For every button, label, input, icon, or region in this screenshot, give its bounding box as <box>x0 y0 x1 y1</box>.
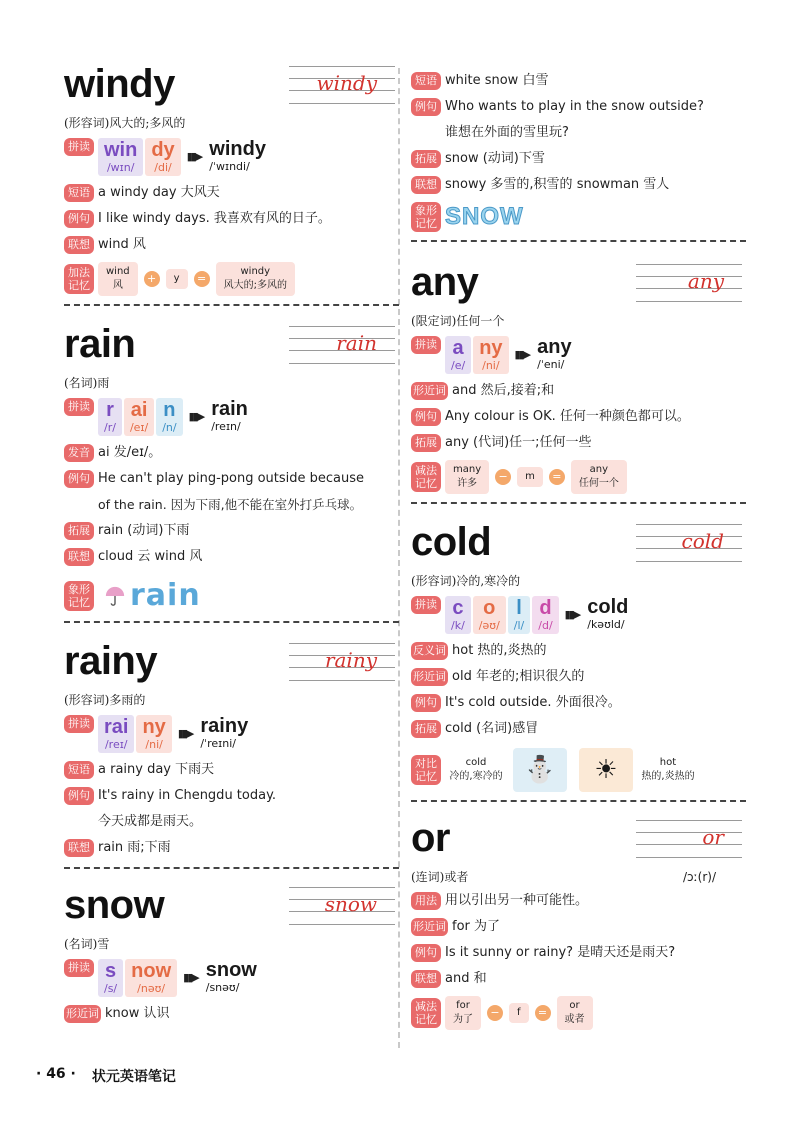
pos-text: (连词)或者 <box>411 870 469 884</box>
row-text: ai 发/eɪ/。 <box>98 445 162 460</box>
row-text: any (代词)任一;任何一些 <box>445 435 592 450</box>
syllable-ipa: /r/ <box>104 421 116 434</box>
equals-icon: = <box>535 1005 551 1021</box>
term-cn: 热的,炎热的 <box>641 771 695 782</box>
syllable-box <box>473 336 508 374</box>
row-text: I like windy days. 我喜欢有风的日子。 <box>98 211 331 226</box>
row-text: 用以引出另一种可能性。 <box>445 893 589 908</box>
row-tag: 形近词 <box>411 382 448 400</box>
whole-word-ipa: /ˈreɪni/ <box>200 737 236 750</box>
memory-tag: 减法记忆 <box>411 998 441 1028</box>
memory-tag: 减法记忆 <box>411 462 441 492</box>
whole-word-text: any <box>537 336 572 358</box>
syllable-text: ny <box>142 716 166 738</box>
row-text: wind 风 <box>98 237 146 252</box>
row-tag: 拓展 <box>411 434 441 452</box>
row-tag: 反义词 <box>411 642 448 660</box>
tag-spell: 拼读 <box>411 596 441 614</box>
equation-term <box>445 460 489 494</box>
info-row <box>64 208 399 230</box>
info-row <box>64 785 399 807</box>
row-tag: 拓展 <box>64 522 94 540</box>
syllable-box <box>98 715 134 753</box>
row-tag: 拓展 <box>411 150 441 168</box>
contrast-cold <box>445 756 507 784</box>
part-of-speech: (形容词)多雨的 <box>64 693 146 707</box>
syllable-text: s <box>105 960 117 982</box>
handwritten-word: rain <box>336 331 377 355</box>
equation-result <box>571 460 627 494</box>
whole-word-ipa: /ˈwɪndi/ <box>209 160 250 173</box>
handwriting-lines <box>289 643 395 681</box>
syllable-box <box>473 596 506 634</box>
row-tag: 例句 <box>411 944 441 962</box>
syllable-box <box>124 398 154 436</box>
handwriting-lines <box>636 820 742 858</box>
row-tag: 例句 <box>64 210 94 228</box>
part-of-speech: (限定词)任何一个 <box>411 314 505 328</box>
syllable-ipa: /ni/ <box>482 359 500 372</box>
whole-word-text: windy <box>209 138 266 160</box>
syllable-box <box>445 596 471 634</box>
syllable-text: a <box>452 337 464 359</box>
row-text: and 然后,接着;和 <box>452 383 555 398</box>
row-text: white snow 白雪 <box>445 73 549 88</box>
headword: cold <box>411 520 492 564</box>
row-text: rain (动词)下雨 <box>98 523 190 538</box>
spelling-breakdown <box>411 596 746 636</box>
syllable-ipa: /e/ <box>451 359 466 372</box>
syllable-box <box>125 959 177 997</box>
row-tag: 例句 <box>64 470 94 488</box>
memory-equation <box>411 996 746 1030</box>
syllable-ipa: /l/ <box>513 619 525 632</box>
syllable-box <box>445 336 471 374</box>
term-en: hot <box>659 757 677 768</box>
syllable-ipa: /nəʊ/ <box>137 982 166 995</box>
pictograph-memory <box>411 202 746 232</box>
info-row <box>411 890 746 912</box>
syllable-ipa: /k/ <box>451 619 465 632</box>
row-text: rain 雨;下雨 <box>98 840 171 855</box>
section-separator <box>411 502 746 504</box>
info-row <box>411 692 746 714</box>
fan-person-picture-icon: ☀ <box>579 748 633 792</box>
term-en: m <box>525 471 535 482</box>
row-text: It's cold outside. 外面很冷。 <box>445 695 621 710</box>
equation-result <box>216 262 295 296</box>
entry-or <box>411 816 746 1030</box>
entry-rain <box>64 322 399 623</box>
whole-word <box>537 336 571 372</box>
row-tag: 例句 <box>411 694 441 712</box>
handwritten-word: windy <box>316 71 377 95</box>
part-of-speech: (名词)雪 <box>64 937 110 951</box>
memory-tag: 加法记忆 <box>64 264 94 294</box>
row-tag: 短语 <box>64 184 94 202</box>
left-column <box>64 62 399 1025</box>
handwritten-word: any <box>687 269 724 293</box>
arrow-icon: ▮▮▶ <box>564 608 580 621</box>
memory-tag: 对比记忆 <box>411 755 441 785</box>
syllable-ipa: /reɪ/ <box>104 738 128 751</box>
arrow-icon: ▮▮▶ <box>188 410 204 423</box>
syllable-text: now <box>131 960 172 982</box>
term-en: cold <box>465 757 487 768</box>
whole-word <box>209 138 266 174</box>
info-row <box>64 837 399 859</box>
handwriting-lines <box>289 66 395 104</box>
headword: windy <box>64 62 175 106</box>
row-text: hot 热的,炎热的 <box>452 643 547 658</box>
info-row <box>411 666 746 688</box>
syllable-box <box>156 398 182 436</box>
syllable-box <box>508 596 530 634</box>
whole-word-text: cold <box>587 596 629 618</box>
term-en: or <box>569 1000 580 1011</box>
syllable-ipa: /d/ <box>538 619 553 632</box>
section-separator <box>64 304 399 306</box>
syllable-box <box>98 138 143 176</box>
row-tag: 联想 <box>411 970 441 988</box>
term-cn: 风大的;多风的 <box>223 280 287 291</box>
whole-word-ipa: /reɪn/ <box>211 420 241 433</box>
spelling-breakdown <box>64 959 399 999</box>
syllable-text: d <box>539 597 552 619</box>
info-row <box>64 234 399 256</box>
pictograph-memory <box>64 578 399 613</box>
syllable-text: dy <box>151 139 175 161</box>
row-tag: 例句 <box>64 787 94 805</box>
pictograph-word: SNOW <box>445 203 524 230</box>
part-of-speech: (名词)雨 <box>64 376 110 390</box>
syllable-text: ny <box>479 337 503 359</box>
syllable-ipa: /wɪn/ <box>106 161 135 174</box>
plus-icon: + <box>144 271 160 287</box>
row-tag: 联想 <box>64 839 94 857</box>
memory-tag: 象形记忆 <box>411 202 441 232</box>
headword: rain <box>64 322 136 366</box>
syllable-box <box>136 715 171 753</box>
syllable-box <box>145 138 180 176</box>
info-row <box>411 96 746 118</box>
row-tag: 形近词 <box>64 1005 101 1023</box>
arrow-icon: ▮▮▶ <box>183 971 198 984</box>
syllable-text: n <box>163 399 176 421</box>
tag-spell: 拼读 <box>64 715 94 733</box>
row-tag: 用法 <box>411 892 441 910</box>
row-text: know 认识 <box>105 1006 170 1021</box>
info-row <box>411 432 746 454</box>
whole-word <box>211 398 248 434</box>
term-en: many <box>453 464 482 475</box>
info-row <box>411 380 746 402</box>
tag-spell: 拼读 <box>411 336 441 354</box>
book-title: 状元英语笔记 <box>91 1069 176 1085</box>
info-row <box>411 70 746 92</box>
contrast-memory <box>411 748 746 792</box>
syllable-ipa: /di/ <box>154 161 172 174</box>
equals-icon: = <box>194 271 210 287</box>
syllable-box <box>98 398 122 436</box>
headword: or <box>411 816 450 860</box>
equation-term <box>509 1003 529 1023</box>
handwriting-lines <box>289 326 395 364</box>
row-text: and 和 <box>445 971 487 986</box>
entry-snow <box>64 883 399 1025</box>
info-row <box>64 1003 399 1025</box>
row-text: old 年老的;相识很久的 <box>452 669 585 684</box>
row-tag: 例句 <box>411 98 441 116</box>
tag-spell: 拼读 <box>64 138 94 156</box>
syllable-ipa: /n/ <box>162 421 177 434</box>
row-tag: 拓展 <box>411 720 441 738</box>
whole-word <box>206 959 257 995</box>
row-text: He can't play ping-pong outside because <box>98 471 365 486</box>
term-cn: 风 <box>112 280 123 291</box>
syllable-text: c <box>452 597 464 619</box>
term-cn: 许多 <box>457 478 478 489</box>
syllable-ipa: /eɪ/ <box>129 421 149 434</box>
syllable-box <box>532 596 558 634</box>
syllable-text: o <box>483 597 496 619</box>
term-cn: 或者 <box>564 1014 585 1025</box>
info-row <box>411 718 746 740</box>
part-of-speech <box>411 868 746 886</box>
spelling-breakdown <box>64 715 399 755</box>
part-of-speech: (形容词)风大的;多风的 <box>64 116 186 130</box>
term-cn: 冷的,寒冷的 <box>449 771 503 782</box>
minus-icon: − <box>487 1005 503 1021</box>
handwriting-lines <box>289 887 395 925</box>
tag-spell: 拼读 <box>64 959 94 977</box>
whole-word-ipa: /ˈeni/ <box>537 358 565 371</box>
arrow-icon: ▮▮▶ <box>514 348 530 361</box>
info-row-continued <box>64 811 399 833</box>
term-en: y <box>173 273 180 284</box>
memory-equation <box>411 460 746 494</box>
pictograph-word: rain <box>130 578 201 613</box>
row-text: a windy day 大风天 <box>98 185 220 200</box>
handwritten-word: rainy <box>324 648 377 672</box>
syllable-text: r <box>106 399 114 421</box>
term-en: windy <box>240 266 271 277</box>
row-tag: 联想 <box>64 236 94 254</box>
info-row <box>411 916 746 938</box>
row-text: Who wants to play in the snow outside? <box>445 99 704 114</box>
row-tag: 发音 <box>64 444 94 462</box>
handwriting-lines <box>636 524 742 562</box>
spelling-breakdown <box>411 336 746 376</box>
row-tag: 例句 <box>411 408 441 426</box>
handwritten-word: or <box>702 825 724 849</box>
info-row <box>64 546 399 568</box>
spelling-breakdown <box>64 398 399 438</box>
row-text: It's rainy in Chengdu today. <box>98 788 277 803</box>
row-text: for 为了 <box>452 919 501 934</box>
section-separator <box>411 240 746 242</box>
whole-word-ipa: /snəʊ/ <box>205 981 240 994</box>
term-en: wind <box>106 266 130 277</box>
umbrella-icon <box>104 585 126 607</box>
info-row <box>64 520 399 542</box>
entry-snow-continued <box>411 70 746 242</box>
row-tag: 联想 <box>411 176 441 194</box>
info-row <box>411 174 746 196</box>
syllable-ipa: /əʊ/ <box>478 619 500 632</box>
row-text: cold (名词)感冒 <box>445 721 539 736</box>
row-text: Any colour is OK. 任何一种颜色都可以。 <box>445 409 690 424</box>
term-en: any <box>589 464 609 475</box>
entry-any <box>411 260 746 504</box>
equation-result <box>557 996 593 1030</box>
row-text: snowy 多雪的,积雪的 snowman 雪人 <box>445 177 670 192</box>
syllable-text: ai <box>130 399 148 421</box>
syllable-ipa: /s/ <box>104 982 118 995</box>
row-text: cloud 云 wind 风 <box>98 549 203 564</box>
syllable-box <box>98 959 123 997</box>
row-text: of the rain. 因为下雨,他不能在室外打乒乓球。 <box>98 497 363 512</box>
section-separator <box>64 621 399 623</box>
row-text: 谁想在外面的雪里玩? <box>445 125 569 140</box>
row-text: Is it sunny or rainy? 是晴天还是雨天? <box>445 945 676 960</box>
info-row <box>411 968 746 990</box>
row-text: 今天成都是雨天。 <box>98 814 203 829</box>
part-of-speech: (形容词)冷的,寒冷的 <box>411 574 521 588</box>
syllable-text: win <box>104 139 138 161</box>
handwriting-lines <box>636 264 742 302</box>
equation-term <box>445 996 481 1030</box>
entry-rainy <box>64 639 399 869</box>
syllable-text: l <box>516 597 522 619</box>
handwritten-word: snow <box>324 892 377 916</box>
section-separator <box>64 867 399 869</box>
row-tag: 短语 <box>64 761 94 779</box>
term-en: f <box>517 1007 521 1018</box>
row-text: snow (动词)下雪 <box>445 151 545 166</box>
entry-windy <box>64 62 399 306</box>
whole-word-text: rain <box>211 398 248 420</box>
row-text: a rainy day 下雨天 <box>98 762 215 777</box>
snowy-person-picture-icon: ⛄ <box>513 748 567 792</box>
info-row <box>64 182 399 204</box>
row-tag: 短语 <box>411 72 441 90</box>
headword: any <box>411 260 479 304</box>
arrow-icon: ▮▮▶ <box>177 727 193 740</box>
info-row-continued <box>411 122 746 144</box>
whole-word-text: snow <box>205 959 257 981</box>
info-row <box>64 442 399 464</box>
memory-tag: 象形记忆 <box>64 581 94 611</box>
info-row <box>411 148 746 170</box>
row-tag: 形近词 <box>411 668 448 686</box>
whole-word-text: rainy <box>200 715 249 737</box>
headword: snow <box>64 883 165 927</box>
contrast-hot <box>633 756 703 784</box>
row-tag: 形近词 <box>411 918 448 936</box>
page-footer <box>36 1066 176 1086</box>
equation-term <box>517 467 543 487</box>
whole-word-ipa: /kəʊld/ <box>587 618 625 631</box>
term-cn: 任何一个 <box>578 478 619 489</box>
entry-cold <box>411 520 746 802</box>
page-number: · 46 · <box>36 1066 76 1082</box>
syllable-ipa: /ni/ <box>145 738 163 751</box>
headword: rainy <box>64 639 158 683</box>
row-tag: 联想 <box>64 548 94 566</box>
equation-term <box>166 269 188 289</box>
handwritten-word: cold <box>681 529 724 553</box>
section-separator <box>411 800 746 802</box>
memory-equation <box>64 262 399 296</box>
info-row <box>411 640 746 662</box>
info-row <box>64 759 399 781</box>
info-row <box>411 406 746 428</box>
minus-icon: − <box>495 469 511 485</box>
tag-spell: 拼读 <box>64 398 94 416</box>
right-column <box>411 70 746 1030</box>
info-row <box>64 468 399 490</box>
term-en: for <box>456 1000 470 1011</box>
term-cn: 为了 <box>453 1014 473 1025</box>
whole-word <box>587 596 628 632</box>
equals-icon: = <box>549 469 565 485</box>
info-row-continued <box>64 494 399 516</box>
info-row <box>411 942 746 964</box>
equation-term <box>98 262 138 296</box>
arrow-icon: ▮▮▶ <box>186 150 202 163</box>
syllable-text: rai <box>104 716 129 738</box>
spelling-breakdown <box>64 138 399 178</box>
word-ipa: /ɔː(r)/ <box>682 870 716 884</box>
whole-word <box>200 715 248 751</box>
